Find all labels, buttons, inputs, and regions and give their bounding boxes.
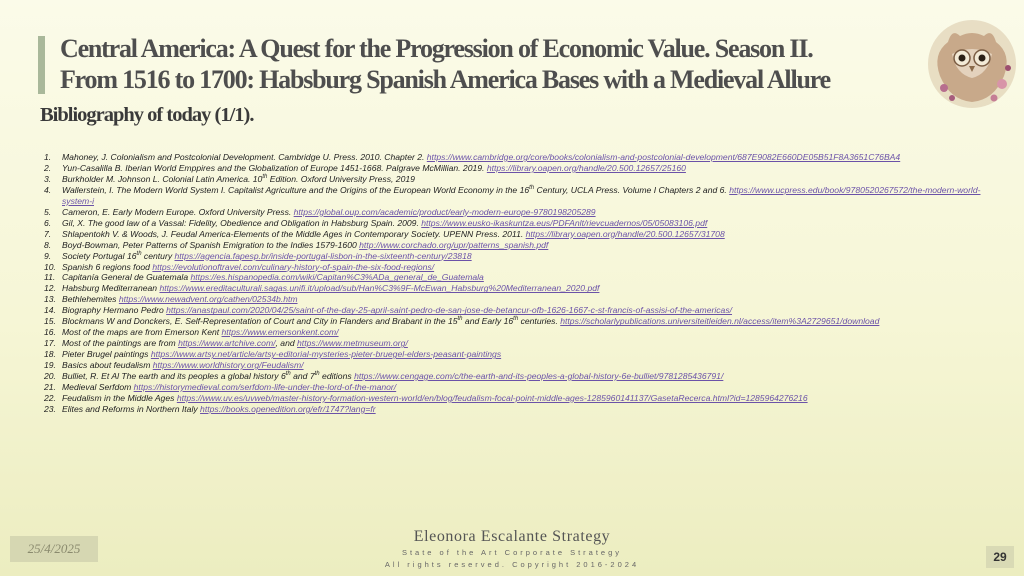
reference-text — [62, 262, 984, 273]
reference-item — [44, 360, 984, 371]
reference-link[interactable]: https://www.cengage.com/c/the-earth-and-its-peoples-a-global-history-6e-bulliet/9781285436791/ — [354, 371, 724, 382]
reference-link[interactable]: https://www.emersonkent.com/ — [221, 327, 339, 338]
reference-link[interactable]: https://agencia.fapesp.br/inside-portugal-lisbon-in-the-sixteenth-century/23818 — [174, 250, 472, 261]
reference-text — [62, 371, 984, 382]
reference-number: 5. — [44, 206, 52, 217]
reference-item — [44, 272, 984, 283]
reference-text — [62, 349, 984, 360]
reference-number: 8. — [44, 239, 52, 250]
reference-text — [62, 338, 984, 349]
reference-citation: Blockmans W and Donckers, E. Self-Representation of Court and City in Flanders and Brabant in the 15 — [62, 316, 458, 327]
reference-link[interactable]: https://books.openedition.org/efr/1747?lang=fr — [200, 403, 376, 414]
reference-item — [44, 207, 984, 218]
reference-number: 22. — [44, 392, 56, 403]
reference-citation: , and — [275, 338, 298, 349]
reference-citation: Bethlehemites — [62, 294, 119, 305]
reference-text — [62, 207, 984, 218]
reference-number: 17. — [44, 338, 56, 349]
reference-citation: centuries. — [518, 316, 561, 327]
reference-link[interactable]: https://www.artchive.com/ — [178, 338, 276, 349]
reference-number: 19. — [44, 360, 56, 371]
reference-citation: Edition. Oxford University Press, 2019 — [267, 173, 415, 184]
reference-item — [44, 338, 984, 349]
reference-link[interactable]: https://www.cambridge.org/core/books/colonialism-and-postcolonial-development/687E9082E660DE05B51F8A3651C76BA4 — [426, 152, 901, 162]
reference-citation: Shlapentokh V. & Woods, J. Feudal America-Elements of the Middle Ages in Contemporary Society. UPENN Press. 2011. — [62, 228, 526, 239]
reference-citation: Most of the paintings are from — [62, 338, 179, 349]
reference-text — [62, 404, 984, 415]
reference-text — [62, 360, 984, 371]
reference-link[interactable]: https://www.ereditaculturali.sagas.unifi.it/upload/sub/Han%C3%9F-McEwan_Habsburg%20Mediterranean_2020.pdf — [159, 283, 600, 294]
reference-item — [44, 283, 984, 294]
reference-link[interactable]: http://www.corchado.org/upr/patterns_spanish.pdf — [359, 239, 549, 250]
footer-copyright: All rights reserved. Copyright 2016-2024 — [384, 560, 640, 569]
reference-item — [44, 393, 984, 404]
reference-item — [44, 229, 984, 240]
reference-link[interactable]: https://historymedieval.com/serfdom-life-under-the-lord-of-the-manor/ — [133, 382, 397, 393]
reference-number: 15. — [44, 316, 56, 327]
footer-tagline: State of the Art Corporate Strategy — [401, 548, 623, 557]
reference-superscript: th — [262, 174, 268, 181]
reference-item — [44, 316, 984, 327]
reference-link[interactable]: https://www.ucpress.edu/book/9780520267572/the-modern-world-system-i — [62, 184, 981, 206]
reference-citation: Capitanía General de Guatemala — [62, 272, 191, 283]
reference-citation: Yun-Casalilla B. Iberian World Emppires and the Globalization of Europe 1451-1668. Palgrave McMillian. 2019. — [62, 162, 487, 173]
reference-number: 6. — [44, 217, 52, 228]
reference-number: 3. — [44, 173, 52, 184]
reference-number: 21. — [44, 382, 56, 393]
reference-item — [44, 349, 984, 360]
reference-number: 14. — [44, 305, 56, 316]
reference-link[interactable]: https://www.newadvent.org/cathen/02534b.htm — [118, 294, 298, 305]
reference-text — [62, 185, 984, 207]
reference-superscript: th — [136, 250, 142, 257]
reference-text — [62, 174, 984, 185]
reference-citation: Most of the maps are from Emerson Kent — [62, 327, 222, 338]
reference-item — [44, 218, 984, 229]
reference-text — [62, 327, 984, 338]
reference-text — [62, 272, 984, 283]
reference-number: 11. — [44, 272, 56, 283]
reference-citation: Basics about feudalism — [62, 360, 153, 371]
reference-citation: Burkholder M. Johnson L. Colonial Latin America. 10 — [62, 173, 263, 184]
reference-text — [62, 382, 984, 393]
reference-text — [62, 305, 984, 316]
reference-item — [44, 305, 984, 316]
reference-item — [44, 174, 984, 185]
reference-number: 4. — [44, 184, 52, 195]
slide-date: 25/4/2025 — [10, 536, 98, 562]
reference-item — [44, 371, 984, 382]
reference-item — [44, 294, 984, 305]
reference-link[interactable]: https://www.uv.es/uvweb/master-history-formation-western-world/en/blog/feudalism-focal-point-middle-ages-1285960141137/GasetaRecerca.html?id=1285964276216 — [176, 392, 808, 403]
reference-citation: Boyd-Bowman, Peter Patterns of Spanish Emigration to the Indies 1579-1600 — [62, 239, 360, 250]
reference-citation: Cameron, E. Early Modern Europe. Oxford University Press. — [62, 206, 294, 217]
reference-text — [62, 218, 984, 229]
reference-number: 10. — [44, 261, 56, 272]
reference-citation: Gil, X. The good law of a Vassal: Fidelity, Obedience and Obligation in Habsburg Spain. 2009. — [62, 217, 422, 228]
title-line-2: From 1516 to 1700: Habsburg Spanish America Bases with a Medieval Allure — [60, 65, 830, 94]
reference-link[interactable]: https://www.eusko-ikaskuntza.eus/PDFAnlt/rievcuadernos/05/05083106.pdf — [421, 217, 708, 228]
reference-citation: and 7 — [290, 371, 315, 382]
reference-citation: Medieval Serfdom — [62, 382, 134, 393]
reference-link[interactable]: https://anastpaul.com/2020/04/25/saint-of-the-day-25-april-saint-pedro-de-san-jose-de-betancur-ofb-1626-1667-c-st-francis-of-assisi-of-the-americas/ — [166, 305, 733, 316]
reference-link[interactable]: https://scholarlypublications.universiteitleiden.nl/access/item%3A2729651/download — [560, 316, 880, 327]
reference-citation: Century, UCLA Press. Volume I Chapters 2 and 6. — [534, 184, 730, 195]
reference-item — [44, 404, 984, 415]
reference-link[interactable]: https://www.metmuseum.org/ — [297, 338, 408, 349]
reference-number: 9. — [44, 250, 52, 261]
reference-superscript: th — [457, 316, 463, 323]
reference-link[interactable]: https://library.oapen.org/handle/20.500.12657/25160 — [486, 162, 686, 173]
reference-text — [62, 283, 984, 294]
reference-text — [62, 294, 984, 305]
reference-item — [44, 327, 984, 338]
reference-citation: Pieter Brugel paintings — [62, 349, 151, 360]
reference-text — [62, 251, 984, 262]
reference-item — [44, 262, 984, 273]
bibliography-heading: Bibliography of today (1/1). — [40, 104, 254, 126]
reference-text — [62, 229, 984, 240]
reference-item — [44, 185, 984, 207]
reference-superscript: th — [513, 316, 519, 323]
reference-item — [44, 152, 984, 163]
reference-citation: Habsburg Mediterranean — [62, 283, 160, 294]
reference-number: 16. — [44, 327, 56, 338]
title-accent-bar — [38, 36, 45, 94]
page-number: 29 — [986, 546, 1014, 568]
reference-number: 13. — [44, 294, 56, 305]
reference-number: 1. — [44, 152, 52, 162]
reference-number: 23. — [44, 403, 56, 414]
reference-citation: Society Portugal 16 — [62, 250, 137, 261]
reference-citation: editions — [319, 371, 355, 382]
reference-number: 20. — [44, 371, 56, 382]
reference-citation: Mahoney, J. Colonialism and Postcolonial Development. Cambridge U. Press. 2010. Chapter 2. — [62, 152, 427, 162]
reference-item — [44, 240, 984, 251]
reference-number: 7. — [44, 228, 52, 239]
reference-citation: and Early 16 — [462, 316, 514, 327]
footer-brand: Eleonora Escalante Strategy — [413, 528, 611, 545]
reference-citation: Biography Hermano Pedro — [62, 305, 167, 316]
reference-link[interactable]: https://www.artsy.net/article/artsy-editorial-mysteries-pieter-bruegel-elders-peasant-paintings — [150, 349, 502, 360]
reference-link[interactable]: https://library.oapen.org/handle/20.500.12657/31708 — [525, 228, 725, 239]
reference-number: 2. — [44, 162, 52, 173]
reference-superscript: th — [285, 371, 291, 378]
bibliography-list — [44, 152, 984, 415]
reference-link[interactable]: https://es.hispanopedia.com/wiki/Capitan%C3%ADa_general_de_Guatemala — [190, 272, 484, 283]
reference-text — [62, 152, 984, 163]
reference-text — [62, 240, 984, 251]
reference-text — [62, 163, 984, 174]
reference-item — [44, 251, 984, 262]
reference-item — [44, 163, 984, 174]
reference-citation: century — [141, 250, 175, 261]
reference-superscript: th — [529, 185, 535, 191]
reference-item — [44, 382, 984, 393]
reference-link[interactable]: https://evolutionoftravel.com/culinary-history-of-spain-the-six-food-regions/ — [152, 261, 435, 272]
reference-citation: Feudalism in the Middle Ages — [62, 392, 177, 403]
reference-number: 12. — [44, 283, 56, 294]
owl-icon — [922, 14, 1022, 114]
reference-citation: Bulliet, R. Et Al The earth and its peoples a global history 6 — [62, 371, 286, 382]
reference-text — [62, 316, 984, 327]
reference-superscript: th — [314, 371, 320, 378]
slide-title — [60, 33, 940, 95]
reference-citation: Wallerstein, I. The Modern World System I. Capitalist Agriculture and the Origins of the European World Economy in the 16 — [62, 184, 530, 195]
reference-citation: Spanish 6 regions food — [62, 261, 153, 272]
reference-number: 18. — [44, 349, 56, 360]
reference-text — [62, 393, 984, 404]
title-line-1: Central America: A Quest for the Progression of Economic Value. Season II. — [60, 34, 813, 63]
reference-citation: Elites and Reforms in Northern Italy — [62, 403, 201, 414]
reference-link[interactable]: https://www.worldhistory.org/Feudalism/ — [152, 360, 304, 371]
reference-link[interactable]: https://global.oup.com/academic/product/early-modern-europe-9780198205289 — [293, 206, 596, 217]
